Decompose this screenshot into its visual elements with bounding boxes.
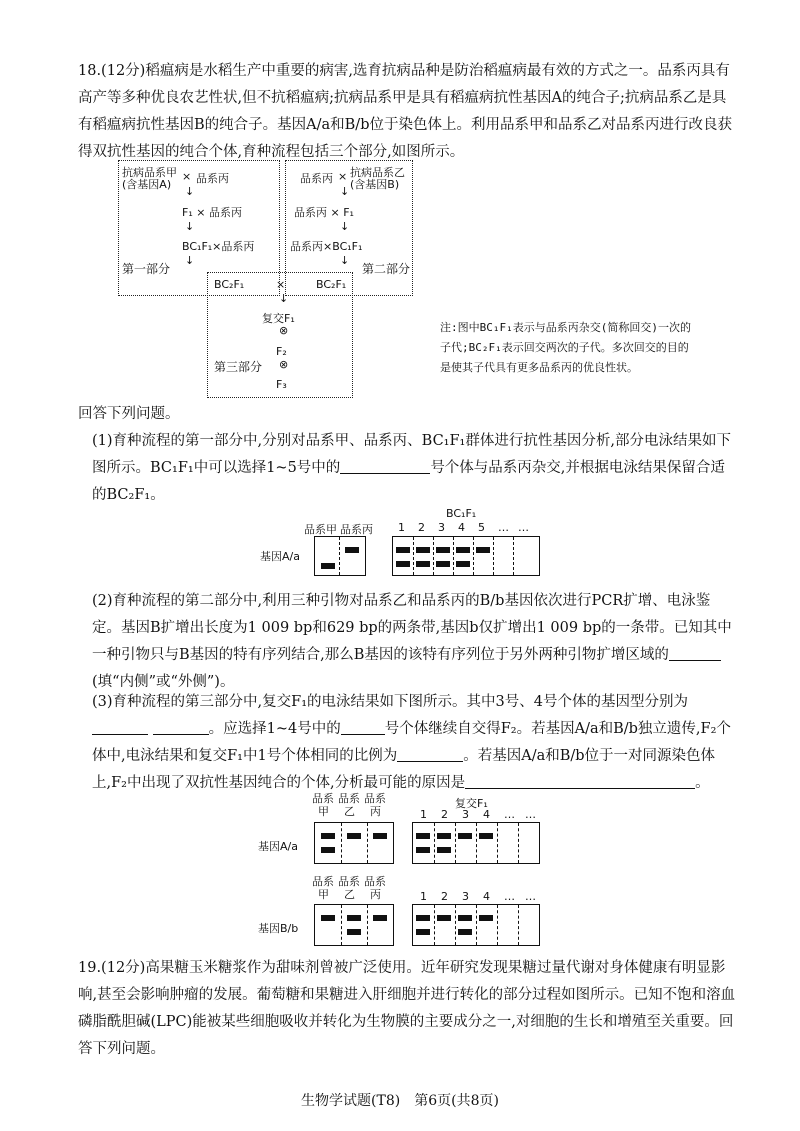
answer-blank[interactable] — [153, 720, 209, 735]
down-arrow-icon: ↓ — [185, 254, 195, 267]
gel-band — [396, 547, 410, 553]
gel2-parents-a — [314, 822, 394, 864]
answer-blank[interactable] — [397, 747, 463, 762]
answer-blank[interactable] — [669, 646, 721, 661]
gel-band — [436, 547, 450, 553]
lane-divider — [518, 823, 519, 863]
gel2-col-head: 品系 — [364, 792, 386, 805]
gel1-lane-label: 3 — [438, 521, 445, 534]
gel2-lane-label: 4 — [483, 890, 490, 903]
gel1-parent-box — [314, 536, 366, 576]
gel2-col-sub: 甲 — [318, 805, 329, 818]
q18-3-text-a: (3)育种流程的第三部分中,复交F₁的电泳结果如下图所示。其中3号、4号个体的基因型分别为 — [92, 694, 688, 710]
question-18-1 — [92, 428, 738, 509]
self-cross-icon: ⊗ — [279, 358, 289, 371]
f1-cross-right: 品系丙 × F₁ — [294, 206, 354, 219]
answer-blank[interactable] — [92, 720, 148, 735]
question-18-3 — [92, 689, 738, 797]
gel2-lane-label: … — [525, 890, 536, 903]
lane-divider — [497, 905, 498, 945]
lane-divider — [497, 823, 498, 863]
gel1-lane-label: … — [518, 521, 529, 534]
bing-label: 品系丙 — [196, 172, 229, 185]
gel-band — [416, 915, 430, 921]
q18-3-text-e: 。 — [695, 775, 710, 791]
lane-divider — [434, 905, 435, 945]
gel2-col-head: 品系 — [338, 792, 360, 805]
answer-lead: 回答下列问题。 — [78, 406, 180, 422]
part1-label: 第一部分 — [122, 262, 171, 276]
gel1-lane-label: 1 — [398, 521, 405, 534]
lane-divider — [341, 905, 342, 945]
gel2-col-sub: 丙 — [370, 805, 381, 818]
gel2-col-sub: 乙 — [344, 805, 355, 818]
lane-divider — [367, 823, 368, 863]
lane-divider — [367, 905, 368, 945]
bc2-right: BC₂F₁ — [316, 278, 347, 291]
gel1-gene-label: 基因A/a — [260, 550, 300, 563]
f1-cross-left: F₁ × 品系丙 — [182, 206, 242, 219]
gel2-lane-label: … — [504, 808, 515, 821]
fujiao-f1: 复交F₁ — [262, 312, 295, 325]
q18-2-text: (2)育种流程的第二部分中,利用三种引物对品系乙和品系丙的B/b基因依次进行PCR扩增、电泳鉴定。基因B扩增出长度为1 009 bp和629 bp的两条带,基因b仅扩增出1 009 bp的一条带。已知其中一种引物只与B基因的特有序列结合,那么B基因的该特有序列位于另外两种引物扩增区域的 — [92, 593, 732, 663]
gel2-col-sub: 甲 — [318, 888, 329, 901]
gel-band — [437, 915, 451, 921]
down-arrow-icon: ↓ — [340, 254, 350, 267]
gel-band — [437, 847, 451, 853]
gel-band — [458, 915, 472, 921]
lane-divider — [434, 823, 435, 863]
bing-label-right: 品系丙 — [300, 172, 333, 185]
lane-divider — [493, 537, 494, 575]
part2-label: 第二部分 — [362, 262, 411, 276]
lane-divider — [473, 537, 474, 575]
bc2-left: BC₂F₁ — [214, 278, 245, 291]
lane-divider — [455, 823, 456, 863]
lane-divider — [433, 537, 434, 575]
gel-band — [321, 847, 335, 853]
q18-3-text-b: 。应选择1~4号中的 — [208, 721, 341, 737]
gel-band — [373, 833, 387, 839]
gel-band — [456, 547, 470, 553]
yi-label: 抗病品系乙 — [350, 166, 405, 179]
gel1-title: BC₁F₁ — [446, 507, 477, 520]
gel2-col-sub: 丙 — [370, 888, 381, 901]
gel1-lane-label: … — [498, 521, 509, 534]
gel1-bc1f1-box — [392, 536, 540, 576]
gel-band — [416, 561, 430, 567]
gel2-col-head: 品系 — [312, 875, 334, 888]
gel-band — [458, 929, 472, 935]
gel2-parents-b — [314, 904, 394, 946]
lane-divider — [476, 905, 477, 945]
gel-band — [347, 929, 361, 935]
gel1-lane-label: 5 — [478, 521, 485, 534]
f2-label: F₂ — [276, 345, 287, 358]
page-footer: 生物学试题(T8) 第6页(共8页) — [301, 1093, 499, 1109]
gel2-col-head: 品系 — [312, 792, 334, 805]
down-arrow-icon: ↓ — [185, 185, 195, 198]
gel-band — [479, 915, 493, 921]
down-arrow-icon: ↓ — [340, 220, 350, 233]
q19-text: 19.(12分)高果糖玉米糖浆作为甜味剂曾被广泛使用。近年研究发现果糖过量代谢对身体健康有明显影响,甚至会影响肿瘤的发展。葡萄糖和果糖进入肝细胞并进行转化的部分过程如图所示。已知不饱和溶血磷脂酰胆碱(LPC)能被某些细胞吸收并转化为生物膜的主要成分之一,对细胞的生长和增殖至关重要。回答下列问题。 — [78, 960, 736, 1057]
gel2-lane-label: 2 — [441, 808, 448, 821]
gel2-lane-label: … — [504, 890, 515, 903]
yi-gene-label: (含基因B) — [350, 178, 400, 191]
gel2-gene-b-label: 基因B/b — [258, 922, 299, 935]
gel2-col-sub: 乙 — [344, 888, 355, 901]
lane-divider — [513, 537, 514, 575]
self-cross-icon: ⊗ — [279, 324, 289, 337]
gel-band — [321, 833, 335, 839]
gel2-fujiao-a — [412, 822, 540, 864]
gel-band — [373, 915, 387, 921]
lane-divider — [413, 537, 414, 575]
q18-1-text-a: (1)育种流程的第一部分中,分别对品系甲、品系丙、BC₁F₁群体进行抗性基因分析,部分电泳结果如下图所示。BC₁F₁中可以选择1~5号中的 — [92, 433, 731, 476]
gel-band — [436, 561, 450, 567]
down-arrow-icon: ↓ — [340, 185, 350, 198]
answer-blank[interactable] — [340, 459, 430, 474]
gel2-col-head: 品系 — [338, 875, 360, 888]
gel-band — [416, 929, 430, 935]
cross-symbol: × — [338, 170, 348, 183]
lane-divider — [455, 905, 456, 945]
gel-band — [437, 833, 451, 839]
lane-divider — [518, 905, 519, 945]
gel2-lane-label: 3 — [462, 890, 469, 903]
f3-label: F₃ — [276, 378, 287, 391]
jia-label: 抗病品系甲 — [122, 166, 177, 179]
scheme-note: 注:图中BC₁F₁表示与品系丙杂交(简称回交)一次的子代;BC₂F₁表示回交两次的子代。多次回交的目的是使其子代具有更多品系丙的优良性状。 — [440, 321, 691, 374]
gel-band — [416, 547, 430, 553]
gel-band — [416, 833, 430, 839]
gel1-label-jia: 品系甲 — [304, 523, 337, 536]
cross-symbol: × — [276, 278, 286, 291]
gel2-fujiao-b — [412, 904, 540, 946]
gel2-lane-label: 2 — [441, 890, 448, 903]
question-18-2 — [92, 588, 738, 696]
gel2-lane-label: 4 — [483, 808, 490, 821]
down-arrow-icon: ↓ — [185, 220, 195, 233]
cross-symbol: × — [182, 170, 192, 183]
jia-gene-label: (含基因A) — [122, 178, 172, 191]
lane-divider — [339, 537, 340, 575]
gel1-lane-label: 4 — [458, 521, 465, 534]
lane-divider — [453, 537, 454, 575]
gel-band — [416, 847, 430, 853]
gel-band — [396, 561, 410, 567]
gel-band — [347, 915, 361, 921]
answer-blank[interactable] — [465, 774, 695, 789]
gel2-col-head: 品系 — [364, 875, 386, 888]
gel2-fujiao-title: 复交F₁ — [455, 797, 488, 810]
gel-band — [345, 547, 359, 553]
gel1-label-bing: 品系丙 — [340, 523, 373, 536]
q18-2-tail: (填“内侧”或“外侧”)。 — [92, 674, 235, 690]
gel2-lane-label: 1 — [420, 890, 427, 903]
gel2-lane-label: 1 — [420, 808, 427, 821]
lane-divider — [341, 823, 342, 863]
gel-band — [476, 547, 490, 553]
down-arrow-icon: ↓ — [279, 292, 289, 305]
gel-band — [479, 833, 493, 839]
gel1-lane-label: 2 — [418, 521, 425, 534]
gel-band — [321, 563, 335, 569]
q18-1-text-b: 号个体与品系丙杂交,并根据电泳结果保留合适的BC₂F₁。 — [92, 460, 725, 503]
lane-divider — [476, 823, 477, 863]
bc1-cross-right: 品系丙×BC₁F₁ — [290, 240, 363, 253]
bc1-cross-left: BC₁F₁×品系丙 — [182, 240, 255, 253]
part3-label: 第三部分 — [214, 360, 263, 374]
gel2-lane-label: … — [525, 808, 536, 821]
gel2-lane-label: 3 — [462, 808, 469, 821]
gel-band — [321, 915, 335, 921]
gel-band — [458, 833, 472, 839]
q18-3-text-c: 号个体继续自交得F₂。若基因A/a和B/b独立遗传,F₂个体中,电泳结果和复交F₁中1号个体相同的比例为 — [92, 721, 731, 764]
q18-3-text-d: 。若基因A/a和B/b位于一对同源染色体上,F₂中出现了双抗性基因纯合的个体,分析最可能的原因是 — [92, 748, 716, 791]
gel-band — [456, 561, 470, 567]
gel2-gene-a-label: 基因A/a — [258, 840, 298, 853]
q18-intro: 18.(12分)稻瘟病是水稻生产中重要的病害,选育抗病品种是防治稻瘟病最有效的方式之一。品系丙具有高产等多种优良农艺性状,但不抗稻瘟病;抗病品系甲是具有稻瘟病抗性基因A的纯合子;抗病品系乙是具有稻瘟病抗性基因B的纯合子。基因A/a和B/b位于染色体上。利用品系甲和品系乙对品系丙进行改良获得双抗性基因的纯合个体,育种流程包括三个部分,如图所示。 — [78, 63, 732, 160]
gel-band — [347, 833, 361, 839]
answer-blank[interactable] — [341, 720, 385, 735]
